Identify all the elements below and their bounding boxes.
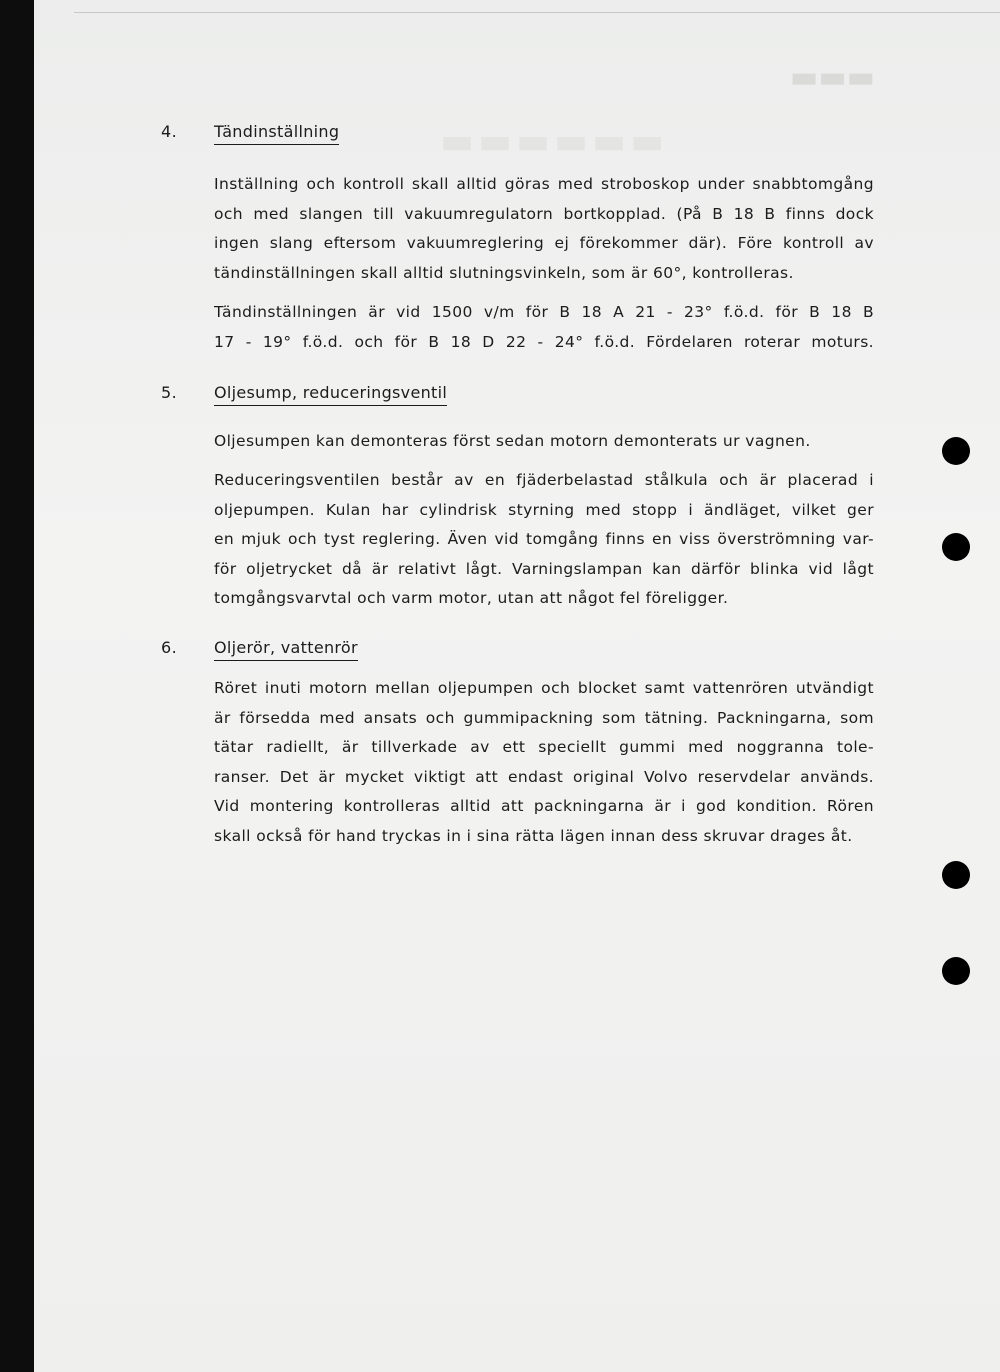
section-title: Oljesump, reduceringsventil [214, 383, 447, 406]
show-through-heading: ▬▬▬▬▬▬ [440, 120, 669, 162]
scanner-edge [0, 0, 34, 1372]
text-line: ingen slang eftersom vakuumreglering ej förekommer där). Före kontroll av [214, 234, 874, 252]
section-title: Tändinställning [214, 122, 339, 145]
paragraph [214, 170, 874, 288]
section-number: 4. [161, 122, 178, 141]
paragraph [214, 674, 874, 851]
text-line: skall också för hand tryckas in i sina rätta lägen innan dess skruvar drages åt. [214, 826, 853, 845]
text-line: är försedda med ansats och gummipackning som tätning. Packningarna, som [214, 708, 874, 727]
paragraph [214, 298, 874, 357]
text-line: en mjuk och tyst reglering. Även vid tomgång finns en viss överströmning var- [214, 530, 874, 548]
text-line: ranser. Det är mycket viktigt att endast original Volvo reservdelar används. [214, 767, 874, 786]
text-line: tomgångsvarvtal och varm motor, utan att något fel föreligger. [214, 589, 729, 607]
text-line: Röret inuti motorn mellan oljepumpen och blocket samt vattenrören utvändigt [214, 679, 874, 697]
paragraph [214, 427, 874, 457]
text-line: Inställning och kontroll skall alltid göras med stroboskop under snabbtomgång [214, 175, 874, 193]
section-number: 5. [161, 383, 178, 402]
text-line: tätar radiellt, är tillverkade av ett speciellt gummi med noggranna tole- [214, 738, 874, 756]
binder-hole [942, 533, 970, 561]
text-line: och med slangen till vakuumregulatorn bortkopplad. (På B 18 B finns dock [214, 204, 874, 223]
paragraph [214, 466, 874, 614]
show-through-logo: ▬▬▬ [790, 60, 876, 95]
page-top-edge [74, 12, 1000, 13]
binder-hole [942, 861, 970, 889]
text-line: oljepumpen. Kulan har cylindrisk styrning med stopp i ändläget, vilket ger [214, 500, 874, 519]
text-line: Oljesumpen kan demonteras först sedan motorn demonterats ur vagnen. [214, 432, 811, 450]
text-line: Tändinställningen är vid 1500 v/m för B 18 A 21 - 23° f.ö.d. för B 18 B [214, 303, 874, 321]
text-line: Vid montering kontrolleras alltid att packningarna är i god kondition. Rören [214, 797, 874, 815]
section-number: 6. [161, 638, 178, 657]
binder-hole [942, 957, 970, 985]
text-line: för oljetrycket då är relativt lågt. Varningslampan kan därför blinka vid lågt [214, 559, 874, 578]
binder-hole [942, 437, 970, 465]
text-line: 17 - 19° f.ö.d. och för B 18 D 22 - 24° f.ö.d. Fördelaren roterar moturs. [214, 332, 874, 351]
text-line: tändinställningen skall alltid slutningsvinkeln, som är 60°, kontrolleras. [214, 263, 794, 282]
section-title: Oljerör, vattenrör [214, 638, 358, 661]
text-line: Reduceringsventilen består av en fjäderbelastad stålkula och är placerad i [214, 471, 874, 489]
